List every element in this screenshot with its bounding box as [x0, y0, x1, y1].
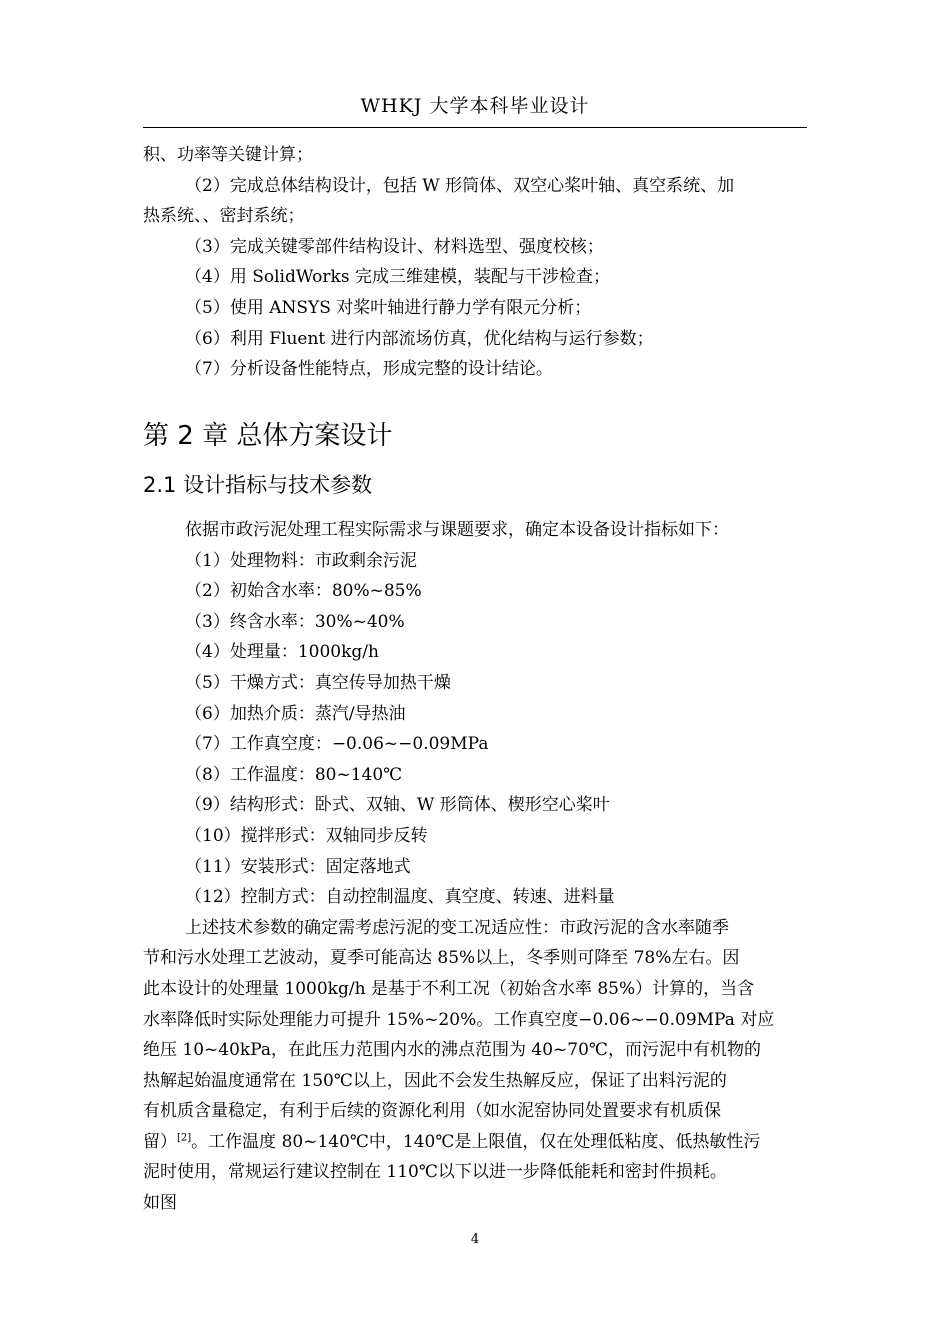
discussion-line: 此本设计的处理量 1000kg/h 是基于不利工况（初始含水率 85%）计算的，当含	[143, 978, 755, 999]
spec-item: （11）安装形式：固定落地式	[185, 856, 411, 877]
spec-item: （5）干燥方式：真空传导加热干燥	[185, 672, 451, 693]
spec-item: （12）控制方式：自动控制温度、真空度、转速、进料量	[185, 887, 615, 908]
intro-continuation: 积、功率等关键计算；	[143, 145, 313, 165]
discussion-line: 热解起始温度通常在 150℃以上，因此不会发生热解反应，保证了出料污泥的	[143, 1070, 727, 1091]
spec-item: （6）加热介质：蒸汽/导热油	[185, 703, 406, 724]
spec-item: （7）工作真空度：−0.06~−0.09MPa	[185, 734, 489, 755]
discussion-line: 泥时使用，常规运行建议控制在 110℃以下以进一步降低能耗和密封件损耗。	[143, 1162, 727, 1183]
section-title: 2.1 设计指标与技术参数	[143, 473, 373, 497]
intro-item-4: （4）用 SolidWorks 完成三维建模，装配与干涉检查；	[185, 267, 610, 288]
citation-lead-text: 留）	[143, 1131, 177, 1152]
discussion-line: 上述技术参数的确定需考虑污泥的变工况适应性：市政污泥的含水率随季	[185, 917, 729, 938]
spec-item: （2）初始含水率：80%~85%	[185, 581, 422, 602]
discussion-citation-line	[143, 1127, 807, 1158]
intro-item-3: （3）完成关键零部件结构设计、材料选型、强度校核；	[185, 236, 604, 257]
discussion-line: 节和污水处理工艺波动，夏季可能高达 85%以上，冬季则可降至 78%左右。因	[143, 948, 740, 969]
intro-block	[143, 140, 807, 385]
discussion-line: 水率降低时实际处理能力可提升 15%~20%。工作真空度−0.06~−0.09MPa 对应	[143, 1009, 775, 1030]
discussion-line: 绝压 10~40kPa，在此压力范围内水的沸点范围为 40~70℃，而污泥中有机物的	[143, 1040, 761, 1061]
spec-item: （8）工作温度：80~140℃	[185, 764, 403, 785]
intro-item-2-line-2: 热系统、、密封系统；	[143, 206, 305, 227]
intro-item-2-line-1: （2）完成总体结构设计，包括 W 形筒体、双空心桨叶轴、真空系统、加	[185, 175, 735, 196]
discussion-line: 有机质含量稳定，有利于后续的资源化利用（如水泥窑协同处置要求有机质保	[143, 1101, 721, 1122]
intro-item-5: （5）使用 ANSYS 对桨叶轴进行静力学有限元分析；	[185, 297, 592, 318]
spec-item: （3）终含水率：30%~40%	[185, 611, 405, 632]
chapter-title: 第 2 章 总体方案设计	[143, 421, 393, 451]
intro-item-6: （6）利用 Fluent 进行内部流场仿真，优化结构与运行参数；	[185, 328, 654, 349]
spec-block	[143, 515, 807, 1219]
page-header: WHKJ 大学本科毕业设计	[360, 95, 590, 117]
intro-item-7: （7）分析设备性能特点，形成完整的设计结论。	[185, 359, 553, 380]
page-number: 4	[470, 1232, 480, 1247]
spec-lead: 依据市政污泥处理工程实际需求与课题要求，确定本设备设计指标如下：	[185, 520, 729, 540]
spec-item: （4）处理量：1000kg/h	[185, 642, 379, 663]
citation-trailing-text: 。工作温度 80~140℃中，140℃是上限值，仅在处理低粘度、低热敏性污	[191, 1131, 761, 1152]
discussion-line: 如图	[143, 1193, 177, 1214]
spec-item: （1）处理物料：市政剩余污泥	[185, 550, 417, 571]
spec-item: （9）结构形式：卧式、双轴、W 形筒体、楔形空心桨叶	[185, 795, 610, 816]
spec-item: （10）搅拌形式：双轴同步反转	[185, 825, 428, 846]
citation-reference[interactable]: [2]	[177, 1132, 192, 1144]
header-divider	[143, 127, 807, 128]
